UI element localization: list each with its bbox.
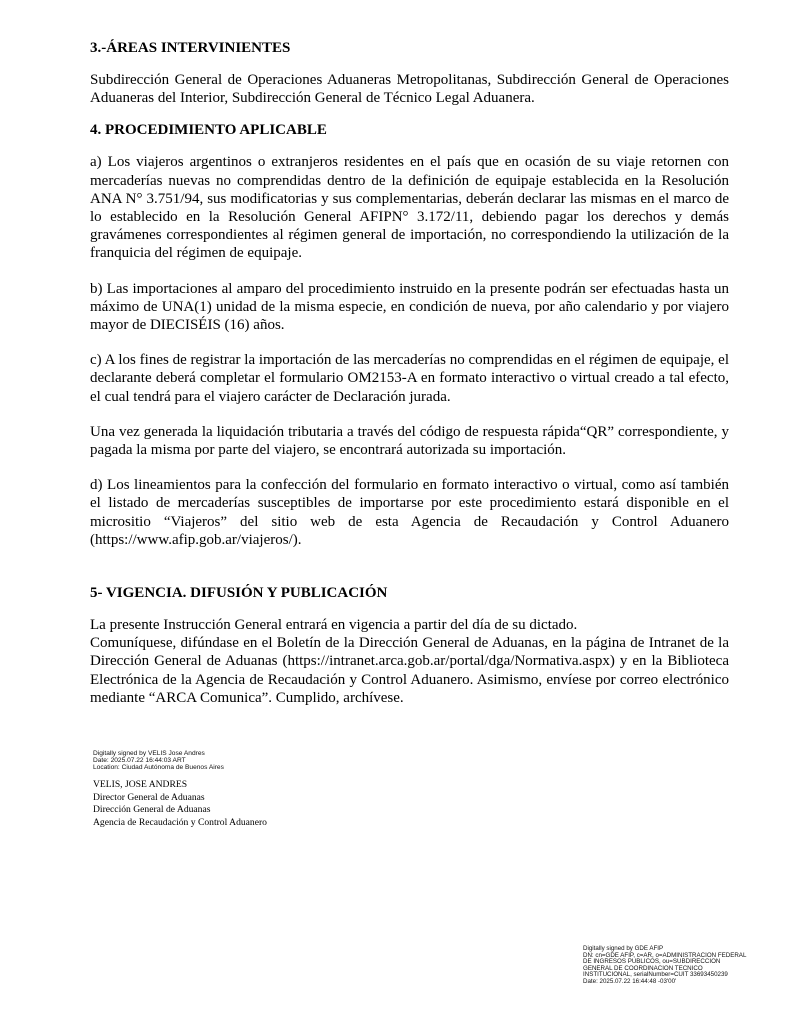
section-heading-procedimiento: 4. PROCEDIMIENTO APLICABLE [90, 122, 327, 139]
vigencia-line-1: La presente Instrucción General entrará en vigencia a partir del día de su dictado. [90, 617, 578, 634]
paragraph-b: b) Las importaciones al amparo del procedimiento instruido en la presente podrán ser efectuadas hasta un máximo de UNA(1) unidad de la misma especie, en condición de nueva, por año calendario y por viajero mayor de DIECISÉIS (16) años. [90, 280, 729, 334]
gde-stamp-line: DE INGRESOS PUBLICOS, ou=SUBDIRECCION [583, 958, 721, 966]
section-heading-areas: 3.-ÁREAS INTERVINIENTES [90, 40, 291, 56]
areas-paragraph: Subdirección General de Operaciones Aduaneras Metropolitanas, Subdirección General de Operaciones Aduaneras del Interior, Subdirección General de Técnico Legal Aduanera. [90, 72, 729, 107]
signer-title: Director General de Aduanas [93, 791, 205, 803]
document-body [90, 38, 729, 707]
paragraph-c: c) A los fines de registrar la importación de las mercaderías no comprendidas en el régimen de equipaje, el declarante deberá completar el formulario OM2153-A en formato interactivo o virtual creado a tal efecto, el cual tendrá para el viajero carácter de Declaración jurada. [90, 352, 729, 405]
gde-stamp-line: GENERAL DE COORDINACION TECNICO [583, 964, 703, 972]
paragraph-a: a) Los viajeros argentinos o extranjeros residentes en el país que en ocasión de su viaje retornen con mercaderías nuevas no comprendidas dentro de la definición de equipaje establecida en la Resolución ANA N° 3.751/94, sus modificatorias y sus complementarias, deberán declarar las mismas en el marco de lo establecido en la Resolución General AFIPN° 3.172/11, debiendo pagar los derechos y demás gravámenes correspondientes al régimen general de importación, no correspondiendo la utilización de la franquicia del régimen de equipaje. [90, 154, 729, 262]
signer-organization: Dirección General de Aduanas [93, 804, 211, 815]
signature-block-director [93, 750, 353, 829]
gde-stamp-date: Date: 2025.07.22 16:44:48 -03'00' [583, 977, 677, 985]
vigencia-line-2: Comuníquese, difúndase en el Boletín de la Dirección General de Aduanas, en la página de Intranet de la Dirección General de Aduanas (https://intranet.arca.gob.ar/portal/dga/Normativa.aspx) y en la Biblioteca Electrónica de la Agencia de Recaudación y Control Aduanero. Asimismo, envíese por correo electrónico mediante “ARCA Comunica”. Cumplido, archívese. [90, 635, 729, 706]
digital-signature-stamp-line: Digitally signed by VELIS Jose Andres [93, 750, 205, 757]
paragraph-d: d) Los lineamientos para la confección del formulario en formato interactivo o virtual, como así también el listado de mercaderías susceptibles de importarse por este procedimiento estará disponible en el micrositio “Viajeros” del sitio web de esta Agencia de Recaudación y Control Aduanero (https://www.afip.gob.ar/viajeros/). [90, 477, 729, 548]
gde-stamp-line: DN: cn=GDE AFIP, c=AR, o=ADMINISTRACION FEDERAL [583, 951, 747, 959]
gde-stamp-line: INSTITUCIONAL, serialNumber=CUIT 33693450239 [583, 971, 728, 979]
signature-block-gde [583, 946, 773, 986]
digital-signature-location: Location: Ciudad Autónoma de Buenos Aires [93, 764, 224, 771]
paragraph-qr: Una vez generada la liquidación tributaria a través del código de respuesta rápida“QR” correspondiente, y pagada la misma por parte del viajero, se encontrará autorizada su importación. [90, 423, 729, 459]
gde-stamp-line: Digitally signed by GDE AFIP [583, 945, 664, 952]
signer-name: VELIS, JOSE ANDRES [93, 779, 188, 790]
section-heading-vigencia: 5- VIGENCIA. DIFUSIÓN Y PUBLICACIÓN [90, 585, 388, 602]
digital-signature-date: Date: 2025.07.22 16:44:03 ART [93, 757, 186, 764]
signer-agency: Agencia de Recaudación y Control Aduanero [93, 816, 267, 828]
